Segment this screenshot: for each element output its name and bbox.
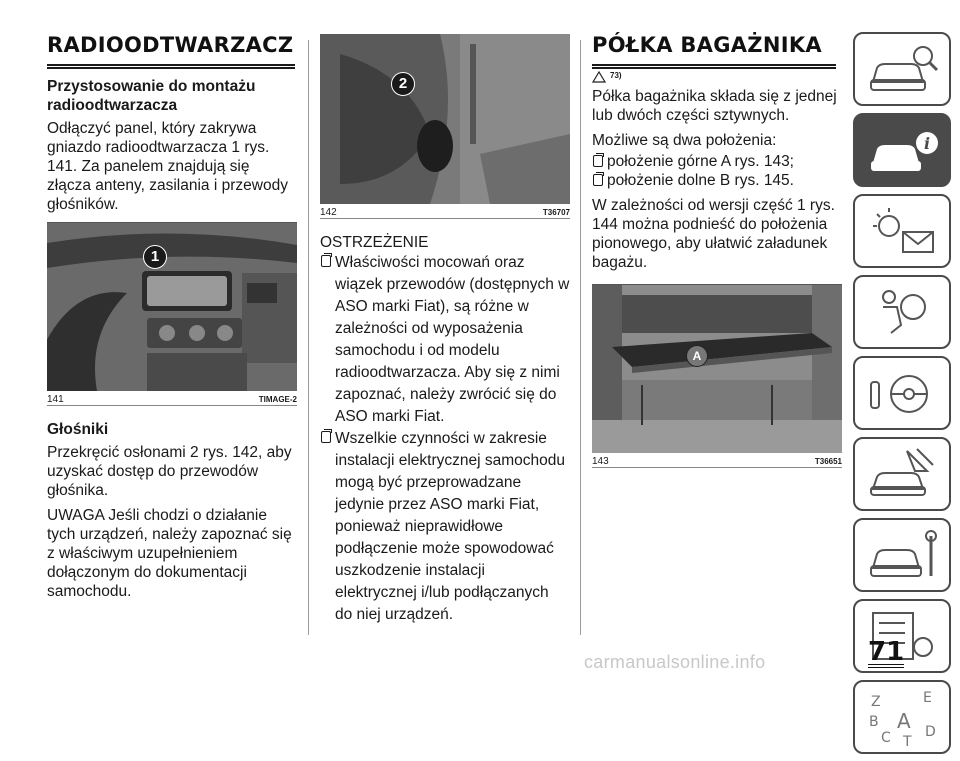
bullet-box-icon: [321, 255, 331, 267]
section-title-radio: RADIOODTWARZACZ: [47, 32, 295, 69]
paragraph-speakers: Przekręcić osłonami 2 rys. 142, aby uzyskać dostęp do przewodów głośnika.: [47, 444, 292, 499]
tab-breakdown[interactable]: [853, 437, 951, 511]
position-item-2: [592, 171, 842, 190]
door-speaker-illustration: [320, 34, 570, 204]
note-reference: 73): [610, 70, 622, 80]
steering-wheel-icon: [867, 366, 941, 422]
figure-141-image: [47, 222, 297, 391]
index-letter-d: D: [925, 724, 936, 740]
parcel-shelf-illustration: [592, 285, 842, 453]
figure-141-code: TIMAGE-2: [258, 395, 297, 404]
paragraph-note: UWAGA Jeśli chodzi o działanie tych urządzeń, należy zapoznać się z właściwym uzupełnieniem dołączonym do dokumentacji samochodu.: [47, 507, 292, 600]
warning-text-1: Właściwości mocowań oraz wiązek przewodów (dostępnych w ASO marki Fiat), są różne w zależności od wyposażenia samochodu i od modelu radioodtwarzacza. Aby się z nimi zapoznać, należy zwrócić się do ASO marki Fiat.: [335, 254, 570, 425]
figure-142-caption: [320, 204, 570, 219]
paragraph-shelf-parts: Półka bagażnika składa się z jednej lub dwóch części sztywnych.: [592, 88, 837, 124]
warning-item-2: [320, 428, 570, 626]
figure-143-caption: [592, 453, 842, 468]
tab-car-search[interactable]: [853, 32, 951, 106]
column-radio: [47, 32, 297, 607]
warning-block: [320, 233, 570, 626]
figure-142-code: T36707: [542, 208, 570, 217]
warning-title: OSTRZEŻENIE: [320, 234, 429, 251]
figure-143-code: T36651: [814, 457, 842, 466]
tab-warning-lights[interactable]: [853, 194, 951, 268]
figure-143-number: 143: [592, 456, 609, 467]
section-title-shelf: PÓŁKA BAGAŻNIKA: [592, 32, 836, 69]
callout-2: 2: [391, 72, 415, 96]
callout-1: 1: [143, 245, 167, 269]
position-text-1: położenie górne A rys. 143;: [607, 153, 794, 170]
index-letter-c: C: [881, 730, 891, 746]
index-letter-a: A: [897, 709, 911, 733]
car-info-icon: [867, 123, 941, 179]
alphabet-index-icon: [867, 690, 941, 746]
column-parcel-shelf: [592, 32, 842, 468]
car-search-icon: [867, 42, 941, 98]
figure-141-number: 141: [47, 394, 64, 405]
bullet-box-icon: [593, 174, 603, 186]
tab-steering[interactable]: [853, 356, 951, 430]
airbag-icon: [867, 285, 941, 341]
position-item-1: [592, 152, 842, 171]
note-reference-row: [592, 69, 842, 87]
page-number: 71: [868, 637, 905, 667]
tab-service[interactable]: [853, 518, 951, 592]
tab-index[interactable]: [853, 680, 951, 754]
tab-car-info[interactable]: [853, 113, 951, 187]
paragraph-radio-panel: Odłączyć panel, który zakrywa gniazdo radioodtwarzacza 1 rys. 141. Za panelem znajdują się złącza anteny, zasilania i przewody głośników.: [47, 120, 288, 213]
column-divider-1: [308, 40, 309, 635]
subsection-title-speakers: Głośniki: [47, 421, 109, 438]
tab-airbag[interactable]: [853, 275, 951, 349]
subsection-title-preparation: Przystosowanie do montażu radioodtwarzacza: [47, 78, 256, 114]
index-letter-t: T: [903, 734, 912, 746]
car-breakdown-icon: [867, 447, 941, 503]
paragraph-version: W zależności od wersji część 1 rys. 144 można podnieść do położenia pionowego, aby ułatwić załadunek bagażu.: [592, 197, 835, 271]
column-speakers: [320, 32, 570, 626]
warning-text-2: Wszelkie czynności w zakresie instalacji elektrycznej samochodu mogą być przeprowadzane jedynie przez ASO marki Fiat, ponieważ nieprawidłowe podłączenie może spowodować uszkodzenie instalacji elektrycznej i/lub podłączanych do niej urządzeń.: [335, 430, 566, 623]
svg-text:i: i: [924, 134, 931, 153]
figure-142-number: 142: [320, 207, 337, 218]
bullet-box-icon: [593, 155, 603, 167]
note-icon: [592, 71, 606, 83]
figure-141-caption: [47, 391, 297, 406]
warning-item-1: [320, 252, 570, 428]
index-letter-b: B: [869, 714, 879, 730]
callout-a: A: [686, 345, 708, 367]
paragraph-positions: Możliwe są dwa położenia:: [592, 132, 777, 149]
position-text-2: położenie dolne B rys. 145.: [607, 172, 794, 189]
index-letter-z: Z: [871, 694, 881, 710]
bullet-box-icon: [321, 431, 331, 443]
index-letter-e: E: [923, 690, 932, 706]
warning-light-icon: [867, 204, 941, 260]
watermark: carmanualsonline.info: [584, 652, 766, 672]
column-divider-2: [580, 40, 581, 635]
car-service-icon: [867, 528, 941, 584]
figure-142-image: [320, 34, 570, 204]
dashboard-illustration: [47, 223, 297, 391]
figure-143-image: [592, 284, 842, 453]
